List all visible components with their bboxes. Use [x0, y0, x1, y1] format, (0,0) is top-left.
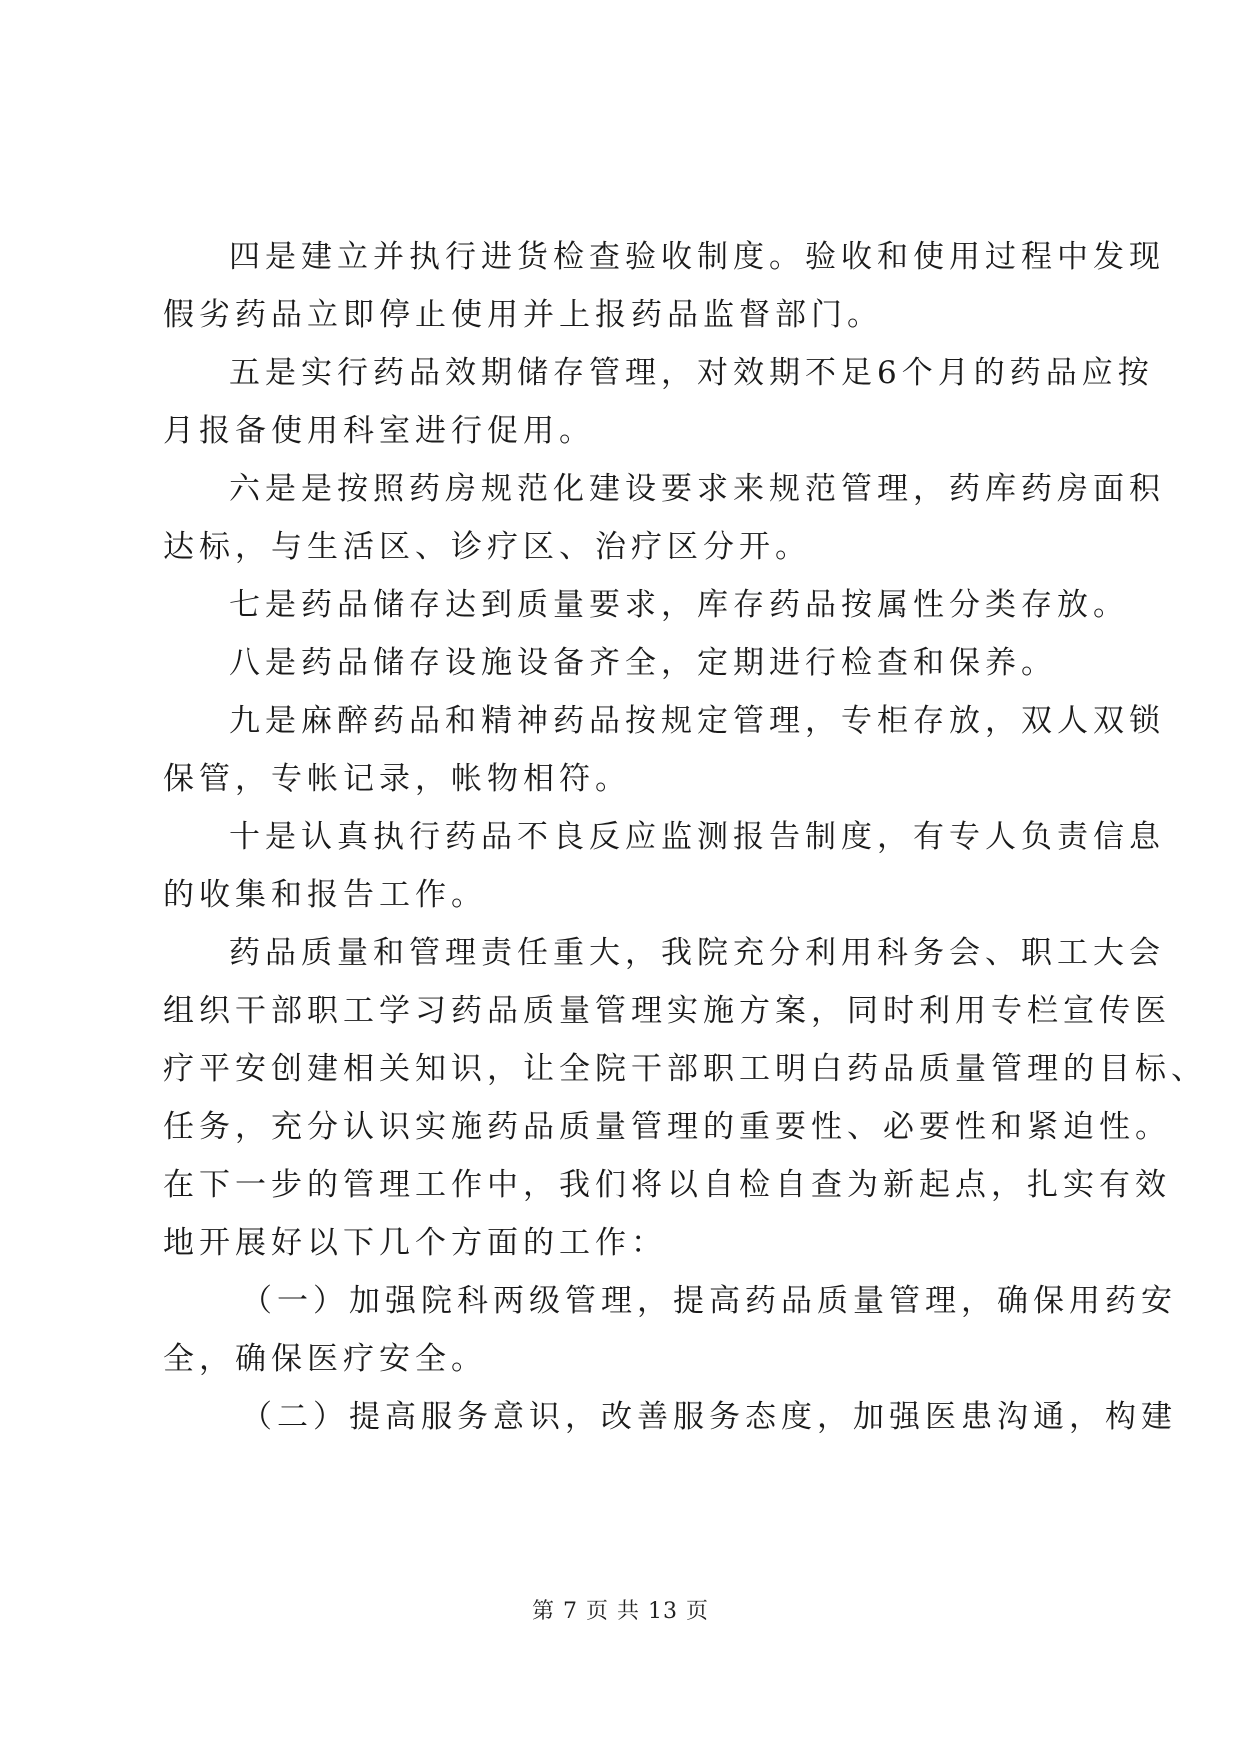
body-text — [163, 228, 1207, 1446]
paragraph-line: 九是麻醉药品和精神药品按规定管理，专柜存放，双人双锁 — [229, 703, 1165, 739]
paragraph-line: 四是建立并执行进货检查验收制度。验收和使用过程中发现 — [229, 239, 1165, 275]
paragraph-line: 全，确保医疗安全。 — [163, 1341, 487, 1377]
paragraph-line: 达标，与生活区、诊疗区、治疗区分开。 — [163, 529, 811, 565]
paragraph-line: （一）加强院科两级管理，提高药品质量管理，确保用药安 — [241, 1283, 1177, 1319]
paragraph-line: 月报备使用科室进行促用。 — [163, 413, 595, 449]
paragraph-line: 在下一步的管理工作中，我们将以自检自查为新起点，扎实有效 — [163, 1167, 1171, 1203]
paragraph-line: 八是药品储存设施设备齐全，定期进行检查和保养。 — [229, 645, 1057, 681]
page-number-footer: 第 7 页 共 13 页 — [532, 1599, 709, 1624]
paragraph-line: 的收集和报告工作。 — [163, 877, 487, 913]
paragraph-line: 保管，专帐记录，帐物相符。 — [163, 761, 631, 797]
paragraph-line: 六是是按照药房规范化建设要求来规范管理，药库药房面积 — [229, 471, 1165, 507]
paragraph-line: 组织干部职工学习药品质量管理实施方案，同时利用专栏宣传医 — [163, 993, 1171, 1029]
paragraph-line: 地开展好以下几个方面的工作： — [163, 1225, 667, 1261]
paragraph-line: 十是认真执行药品不良反应监测报告制度，有专人负责信息 — [229, 819, 1165, 855]
paragraph-line: 假劣药品立即停止使用并上报药品监督部门。 — [163, 297, 883, 333]
paragraph-line: （二）提高服务意识，改善服务态度，加强医患沟通，构建 — [241, 1399, 1177, 1435]
paragraph-line: 五是实行药品效期储存管理，对效期不足6个月的药品应按 — [229, 355, 1154, 391]
paragraph-line: 疗平安创建相关知识，让全院干部职工明白药品质量管理的目标、 — [163, 1051, 1207, 1087]
paragraph-line: 七是药品储存达到质量要求，库存药品按属性分类存放。 — [229, 587, 1129, 623]
paragraph-line: 任务，充分认识实施药品质量管理的重要性、必要性和紧迫性。 — [163, 1109, 1171, 1145]
paragraph-line: 药品质量和管理责任重大，我院充分利用科务会、职工大会 — [229, 935, 1165, 971]
